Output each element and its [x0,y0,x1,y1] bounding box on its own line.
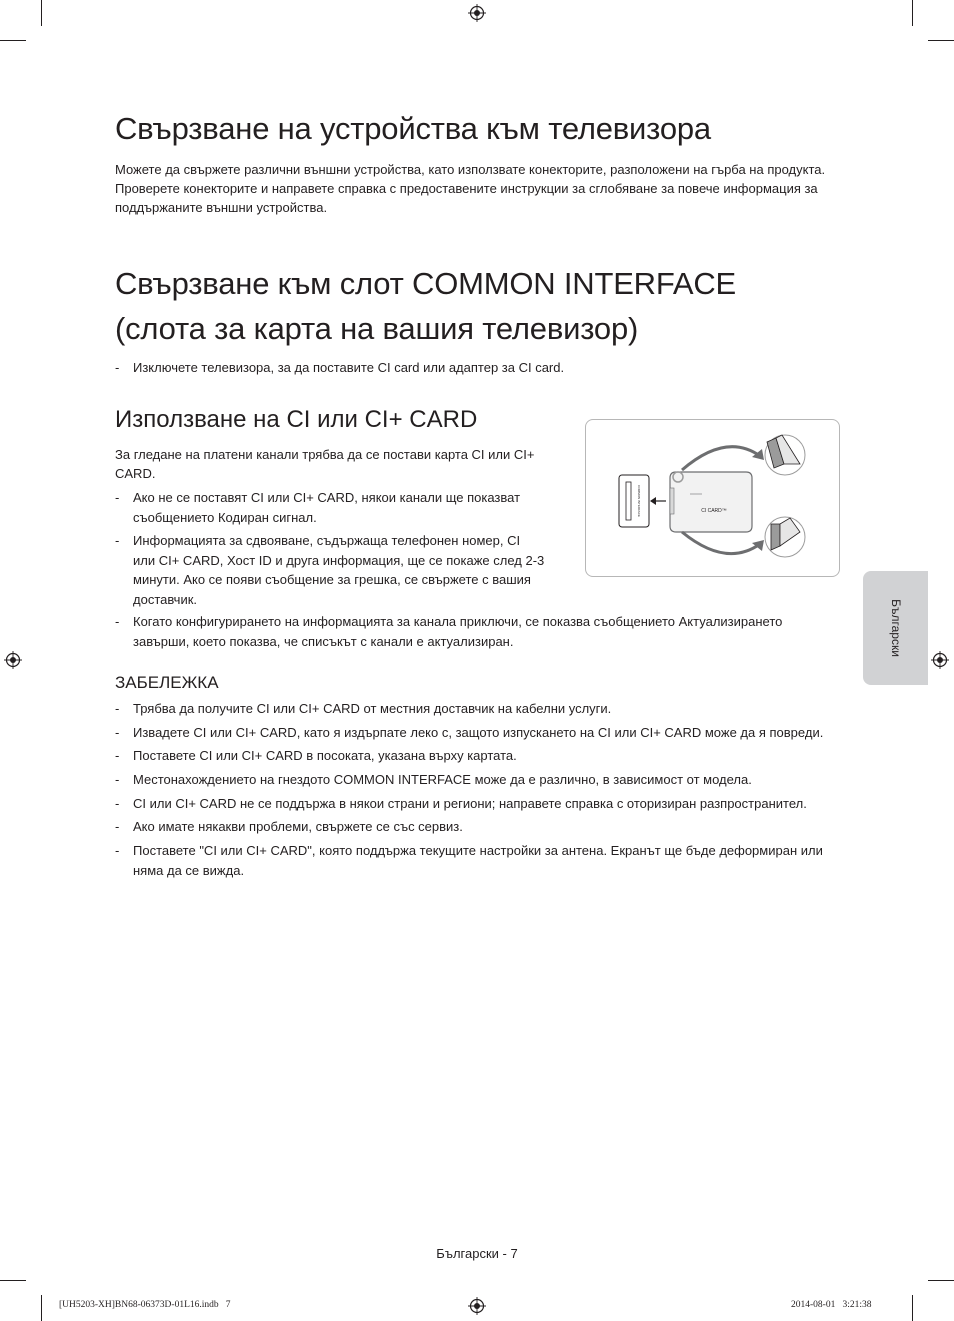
registration-mark-icon [468,1297,486,1315]
bullet-text: CI или CI+ CARD не се поддържа в някои страни и региони; направете справка с оторизиран разпространител. [133,796,807,811]
crop-mark [41,0,42,26]
crop-mark [912,0,913,26]
print-file-info: [UH5203-XH]BN68-06373D-01L16.indb 7 [59,1300,231,1310]
bullet-dash: - [115,701,120,716]
language-side-tab [863,571,928,685]
side-tab-label: Български [888,599,903,657]
slot-label: COMMON INTERFACE [637,485,641,517]
list-item [115,841,823,880]
text-line: Поставете "CI или CI+ CARD", която поддържа текущите настройки за антена. Екранът ще бъде деформиран или [133,843,823,858]
crop-mark [0,1280,26,1281]
list-item [115,770,752,790]
text-line: За гледане на платени канали трябва да се постави карта CI или CI+ [115,447,535,462]
bullet-dash: - [115,796,120,811]
subsection-intro [115,445,534,483]
bullet-dash: - [115,819,120,834]
page-title: Свързване на устройства към телевизора [115,111,711,146]
bullet-dash: - [115,490,120,505]
ci-card-figure [585,419,840,577]
bullet-text [115,531,544,609]
text-line: CARD. [115,466,156,481]
list-item [115,488,520,527]
list-item [115,817,463,837]
registration-mark-icon [468,4,486,22]
text-line: Информацията за сдвояване, съдържаща телефонен номер, CI [133,533,521,548]
list-item [115,699,611,719]
intro-paragraph: Можете да свържете различни външни устройства, като използвате конекторите, разположени на гърба на продукта. Проверете конекторите и направете справка с предоставените инструкции за сглобяване за повече информация за поддържаните външни устройства. [115,162,826,215]
list-item [115,723,823,743]
crop-mark [928,40,954,41]
bullet-dash: - [115,360,120,375]
list-item [115,746,517,766]
crop-mark [0,40,26,41]
subsection-title: Използване на CI или CI+ CARD [115,406,478,433]
text-line: съобщението Кодиран сигнал. [133,509,317,525]
bullet-dash: - [115,772,120,787]
list-item [115,794,807,814]
note-heading: ЗАБЕЛЕЖКА [115,673,219,692]
crop-mark [912,1295,913,1321]
text-line: минути. Ако се появи съобщение за грешка, се свържете с вашия [133,572,531,587]
bullet-text [115,841,823,880]
bullet-dash: - [115,843,120,858]
crop-mark [928,1280,954,1281]
section-title-line2: (слота за карта на вашия телевизор) [115,311,639,346]
bullet-text: Трябва да получите CI или CI+ CARD от местния доставчик на кабелни услуги. [133,701,612,716]
ci-card-illustration [586,420,838,575]
registration-mark-icon [4,651,22,669]
registration-mark-icon [931,651,949,669]
text-line: или CI+ CARD, Хост ID и друга информация, ще се покаже след 2-3 [133,552,545,568]
text-line: Когато конфигурирането на информацията за канала приключи, се показва съобщението Актуализирането [133,614,783,629]
bullet-text: Ако имате някакви проблеми, свържете се със сервиз. [133,819,463,834]
text-line: Ако не се поставят CI или CI+ CARD, някои канали ще показват [133,490,521,505]
bullet-dash: - [115,725,120,740]
bullet-text: Поставете CI или CI+ CARD в посоката, указана върху картата. [133,748,517,763]
bullet-text: Местонахождението на гнездото COMMON INTERFACE може да е различно, в зависимост от модела. [133,772,752,787]
list-item [115,612,782,651]
card-label: CI CARD™ [701,508,727,514]
text-line: няма да се вижда. [133,862,245,878]
bullet-text: Изключете телевизора, за да поставите CI card или адаптер за CI card. [133,360,565,375]
text-line: доставчик. [133,591,198,607]
bullet-dash: - [115,748,120,763]
crop-mark [41,1295,42,1321]
bullet-text [115,488,520,527]
ci-intro-bullet [115,358,835,378]
bullet-dash: - [115,614,120,629]
bullet-text [115,612,782,651]
bullet-text: Извадете CI или CI+ CARD, като я издърпате леко с, защото изпускането на CI или CI+ CARD може да я повреди. [133,725,824,740]
text-line: завърши, което показва, че списъкът с канали е актуализиран. [133,633,514,649]
print-date-info: 2014-08-01 3:21:38 [791,1300,872,1310]
bullet-dash: - [115,533,120,548]
page-number: Български - 7 [436,1246,518,1261]
list-item [115,531,544,609]
section-title-line1: Свързване към слот COMMON INTERFACE [115,266,737,301]
